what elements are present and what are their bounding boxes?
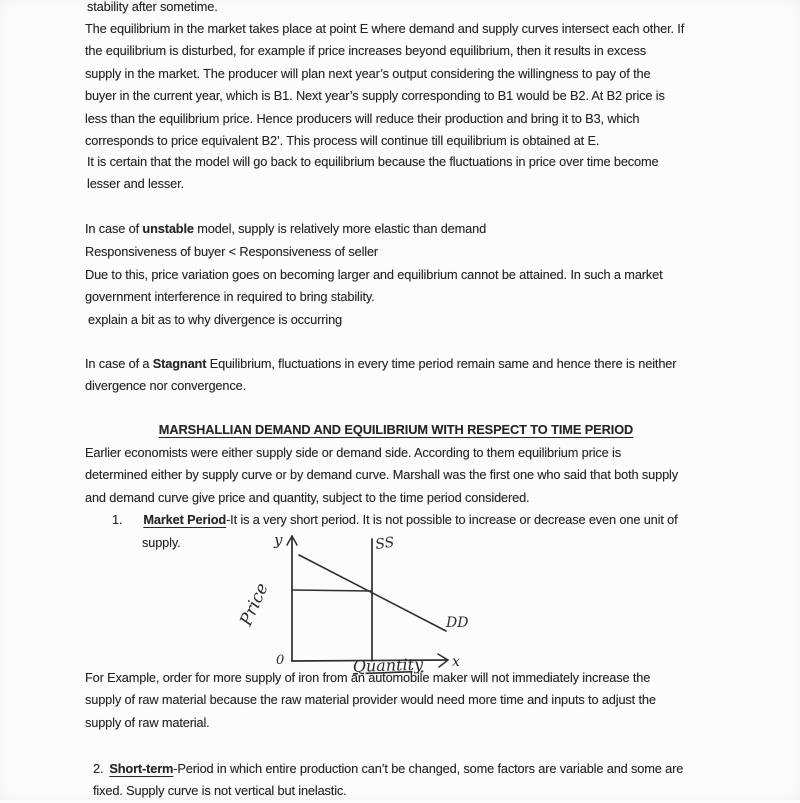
text-line: For Example, order for more supply of iron from an automobile maker will not immediately increase the bbox=[85, 670, 651, 685]
dd-label: DD bbox=[446, 615, 469, 631]
text-line: Earlier economists were either supply side or demand side. According to them equilibrium price is bbox=[85, 445, 621, 460]
list-number: 2. bbox=[93, 761, 104, 776]
term-short-term: Short-term bbox=[109, 761, 174, 776]
text-line: stability after sometime. bbox=[87, 0, 218, 14]
paragraph-responsiveness bbox=[85, 241, 378, 263]
paragraph-example bbox=[85, 667, 656, 734]
text-line: supply of raw material. bbox=[85, 714, 210, 730]
text-segment: Equilibrium, fluctuations in every time period remain same and hence there is neither bbox=[206, 356, 677, 371]
y-arrow-label: y bbox=[274, 531, 283, 549]
text-line bbox=[85, 353, 676, 375]
paragraph-stagnant bbox=[85, 353, 676, 398]
text-line: less than the equilibrium price. Hence producers will reduce their production and bring it to B3, which bbox=[85, 110, 640, 126]
text-line: Responsiveness of buyer < Responsiveness of seller bbox=[85, 244, 379, 259]
paragraph-unstable bbox=[85, 218, 486, 240]
term-market-period: Market Period bbox=[143, 512, 227, 527]
paragraph-equilibrium bbox=[85, 18, 684, 152]
text-segment: -Period in which entire production can’t be changed, some factors are variable and some are bbox=[173, 761, 684, 776]
bold-term-stagnant: Stagnant bbox=[152, 356, 207, 371]
paragraph-earlier bbox=[85, 442, 678, 509]
text-line: supply in the market. The producer will plan next year’s output considering the willingness to pay of the bbox=[85, 65, 651, 81]
price-axis-label: Price bbox=[236, 580, 273, 630]
origin-label: 0 bbox=[276, 653, 285, 668]
text-line: It is certain that the model will go back to equilibrium because the fluctuations in price over time become bbox=[87, 154, 659, 169]
text-line: corresponds to price equivalent B2’. This process will continue till equilibrium is obtained at E. bbox=[85, 133, 600, 149]
text-line bbox=[85, 218, 486, 240]
text-line: lesser and lesser. bbox=[87, 176, 184, 192]
text-segment: In case of bbox=[85, 221, 143, 236]
equilibrium-price-line bbox=[292, 590, 372, 591]
text-line: the equilibrium is disturbed, for example if price increases beyond equilibrium, then it results in excess bbox=[85, 43, 646, 59]
text-line: explain a bit as to why divergence is occurring bbox=[88, 312, 342, 327]
paragraph-explain bbox=[88, 309, 342, 331]
text-line: buyer in the current year, which is B1. Next year’s supply corresponding to B1 would be B2. At B2 price is bbox=[85, 88, 665, 104]
section-heading-wrap bbox=[85, 419, 707, 441]
list-item-market-period-cont bbox=[142, 532, 181, 554]
text-line bbox=[93, 758, 683, 780]
paragraph-certain bbox=[87, 151, 658, 196]
bold-term-unstable: unstable bbox=[142, 221, 194, 236]
ss-label: SS bbox=[374, 534, 396, 553]
market-period-diagram bbox=[236, 524, 480, 680]
text-line: and demand curve give price and quantity, subject to the time period considered. bbox=[85, 489, 530, 505]
text-segment: model, supply is relatively more elastic than demand bbox=[193, 221, 487, 236]
paragraph-intro bbox=[87, 0, 218, 18]
text-line: government interference in required to bring stability. bbox=[85, 289, 375, 305]
text-line: divergence nor convergence. bbox=[85, 378, 246, 394]
text-line: fixed. Supply curve is not vertical but inelastic. bbox=[93, 783, 347, 799]
text-segment: -It is a very short period. It is not possible to increase or decrease even one unit of bbox=[226, 512, 678, 527]
text-line: supply of raw material because the raw material provider would need more time and inputs to adjust the bbox=[85, 692, 656, 708]
paragraph-due bbox=[85, 264, 663, 309]
text-segment: In case of a bbox=[85, 356, 153, 371]
text-line: determined either by supply curve or by demand curve. Marshall was the first one who said that both supply bbox=[85, 467, 678, 483]
text-line: The equilibrium in the market takes place at point E where demand and supply curves intersect each other. If bbox=[85, 21, 685, 36]
list-number: 1. bbox=[112, 512, 123, 527]
quantity-axis-label: Quantity bbox=[352, 654, 424, 676]
list-item-short-term bbox=[93, 758, 683, 803]
text-line: supply. bbox=[142, 535, 181, 550]
section-heading: MARSHALLIAN DEMAND AND EQUILIBRIUM WITH RESPECT TO TIME PERIOD bbox=[158, 422, 634, 437]
text-line: Due to this, price variation goes on becoming larger and equilibrium cannot be attained. In such a market bbox=[85, 267, 663, 282]
x-arrow-label: x bbox=[452, 654, 460, 670]
